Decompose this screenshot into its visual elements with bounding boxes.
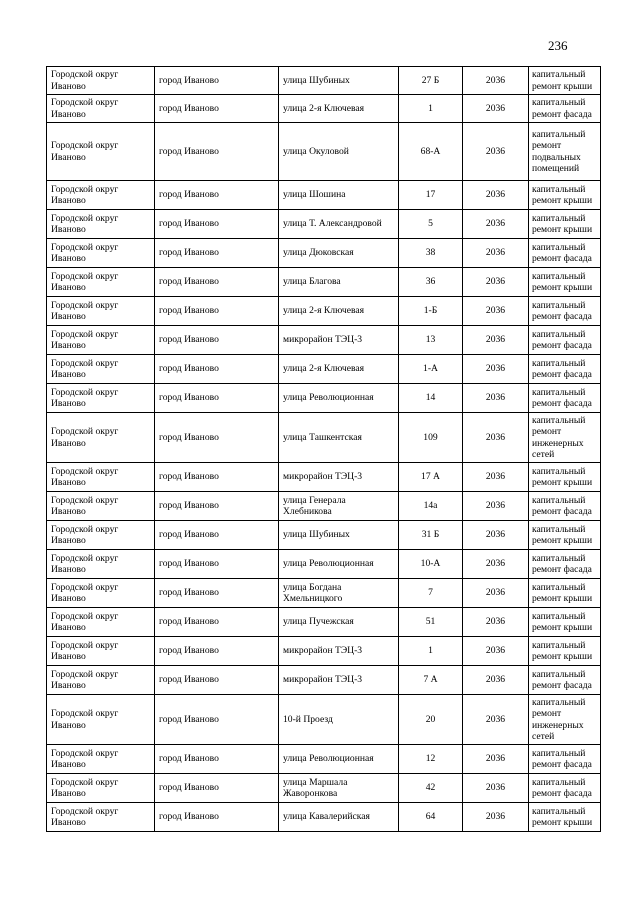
- table-row: [47, 181, 601, 210]
- street-cell: улица Окуловой: [279, 123, 399, 181]
- street-cell: 10-й Проезд: [279, 695, 399, 745]
- street-cell: микрорайон ТЭЦ-3: [279, 637, 399, 666]
- street-cell: микрорайон ТЭЦ-3: [279, 463, 399, 492]
- district-cell: Городской округ Иваново: [47, 181, 155, 210]
- work-type-cell: капитальный ремонт крыши: [529, 181, 601, 210]
- district-cell: Городской округ Иваново: [47, 413, 155, 463]
- city-cell: город Иваново: [155, 803, 279, 832]
- street-cell: улица Революционная: [279, 550, 399, 579]
- house-number-cell: 1-А: [399, 355, 463, 384]
- street-cell: улица Кавалерийская: [279, 803, 399, 832]
- house-number-cell: 1: [399, 637, 463, 666]
- district-cell: Городской округ Иваново: [47, 297, 155, 326]
- table-row: [47, 297, 601, 326]
- year-cell: 2036: [463, 326, 529, 355]
- page-number: 236: [548, 38, 568, 53]
- table-body: [47, 67, 601, 832]
- house-number-cell: 109: [399, 413, 463, 463]
- city-cell: город Иваново: [155, 123, 279, 181]
- house-number-cell: 38: [399, 239, 463, 268]
- work-type-cell: капитальный ремонт фасада: [529, 492, 601, 521]
- street-cell: улица Дюковская: [279, 239, 399, 268]
- work-type-cell: капитальный ремонт фасада: [529, 95, 601, 123]
- year-cell: 2036: [463, 745, 529, 774]
- street-cell: улица Революционная: [279, 745, 399, 774]
- work-type-cell: капитальный ремонт фасада: [529, 355, 601, 384]
- city-cell: город Иваново: [155, 521, 279, 550]
- street-cell: улица Благова: [279, 268, 399, 297]
- work-type-cell: капитальный ремонт фасада: [529, 239, 601, 268]
- house-number-cell: 7 А: [399, 666, 463, 695]
- work-type-cell: капитальный ремонт фасада: [529, 774, 601, 803]
- year-cell: 2036: [463, 695, 529, 745]
- year-cell: 2036: [463, 384, 529, 413]
- district-cell: Городской округ Иваново: [47, 666, 155, 695]
- city-cell: город Иваново: [155, 297, 279, 326]
- table-row: [47, 384, 601, 413]
- table-row: [47, 637, 601, 666]
- work-type-cell: капитальный ремонт крыши: [529, 463, 601, 492]
- street-cell: улица 2-я Ключевая: [279, 355, 399, 384]
- district-cell: Городской округ Иваново: [47, 492, 155, 521]
- work-type-cell: капитальный ремонт подвальных помещений: [529, 123, 601, 181]
- house-number-cell: 10-А: [399, 550, 463, 579]
- work-type-cell: капитальный ремонт фасада: [529, 326, 601, 355]
- city-cell: город Иваново: [155, 239, 279, 268]
- street-cell: улица 2-я Ключевая: [279, 95, 399, 123]
- street-cell: улица Шубиных: [279, 67, 399, 95]
- district-cell: Городской округ Иваново: [47, 774, 155, 803]
- street-cell: улица Богдана Хмельницкого: [279, 579, 399, 608]
- table-row: [47, 268, 601, 297]
- city-cell: город Иваново: [155, 181, 279, 210]
- work-type-cell: капитальный ремонт крыши: [529, 268, 601, 297]
- work-type-cell: капитальный ремонт фасада: [529, 297, 601, 326]
- work-type-cell: капитальный ремонт крыши: [529, 67, 601, 95]
- table-row: [47, 123, 601, 181]
- year-cell: 2036: [463, 637, 529, 666]
- work-type-cell: капитальный ремонт крыши: [529, 579, 601, 608]
- city-cell: город Иваново: [155, 355, 279, 384]
- city-cell: город Иваново: [155, 637, 279, 666]
- year-cell: 2036: [463, 492, 529, 521]
- district-cell: Городской округ Иваново: [47, 550, 155, 579]
- city-cell: город Иваново: [155, 67, 279, 95]
- district-cell: Городской округ Иваново: [47, 95, 155, 123]
- year-cell: 2036: [463, 550, 529, 579]
- year-cell: 2036: [463, 803, 529, 832]
- work-type-cell: капитальный ремонт крыши: [529, 637, 601, 666]
- house-number-cell: 36: [399, 268, 463, 297]
- district-cell: Городской округ Иваново: [47, 268, 155, 297]
- work-type-cell: капитальный ремонт инженерных сетей: [529, 695, 601, 745]
- house-number-cell: 27 Б: [399, 67, 463, 95]
- street-cell: улица Революционная: [279, 384, 399, 413]
- work-type-cell: капитальный ремонт фасада: [529, 666, 601, 695]
- street-cell: улица Пучежская: [279, 608, 399, 637]
- table-row: [47, 326, 601, 355]
- year-cell: 2036: [463, 181, 529, 210]
- work-type-cell: капитальный ремонт фасада: [529, 745, 601, 774]
- table-row: [47, 550, 601, 579]
- house-number-cell: 1: [399, 95, 463, 123]
- house-number-cell: 31 Б: [399, 521, 463, 550]
- street-cell: улица Генерала Хлебникова: [279, 492, 399, 521]
- table-row: [47, 666, 601, 695]
- table-row: [47, 579, 601, 608]
- street-cell: улица Т. Александровой: [279, 210, 399, 239]
- year-cell: 2036: [463, 95, 529, 123]
- city-cell: город Иваново: [155, 695, 279, 745]
- city-cell: город Иваново: [155, 463, 279, 492]
- street-cell: улица Шубиных: [279, 521, 399, 550]
- year-cell: 2036: [463, 608, 529, 637]
- year-cell: 2036: [463, 268, 529, 297]
- address-program-table: [46, 66, 601, 832]
- table-row: [47, 413, 601, 463]
- year-cell: 2036: [463, 413, 529, 463]
- house-number-cell: 42: [399, 774, 463, 803]
- house-number-cell: 7: [399, 579, 463, 608]
- district-cell: Городской округ Иваново: [47, 67, 155, 95]
- year-cell: 2036: [463, 774, 529, 803]
- house-number-cell: 13: [399, 326, 463, 355]
- city-cell: город Иваново: [155, 268, 279, 297]
- city-cell: город Иваново: [155, 326, 279, 355]
- work-type-cell: капитальный ремонт крыши: [529, 521, 601, 550]
- city-cell: город Иваново: [155, 745, 279, 774]
- city-cell: город Иваново: [155, 413, 279, 463]
- table-row: [47, 521, 601, 550]
- district-cell: Городской округ Иваново: [47, 123, 155, 181]
- district-cell: Городской округ Иваново: [47, 463, 155, 492]
- year-cell: 2036: [463, 67, 529, 95]
- work-type-cell: капитальный ремонт фасада: [529, 550, 601, 579]
- district-cell: Городской округ Иваново: [47, 579, 155, 608]
- house-number-cell: 51: [399, 608, 463, 637]
- house-number-cell: 14а: [399, 492, 463, 521]
- district-cell: Городской округ Иваново: [47, 637, 155, 666]
- work-type-cell: капитальный ремонт инженерных сетей: [529, 413, 601, 463]
- table-row: [47, 355, 601, 384]
- table-row: [47, 95, 601, 123]
- street-cell: микрорайон ТЭЦ-3: [279, 326, 399, 355]
- district-cell: Городской округ Иваново: [47, 695, 155, 745]
- district-cell: Городской округ Иваново: [47, 745, 155, 774]
- table-row: [47, 774, 601, 803]
- table-row: [47, 67, 601, 95]
- district-cell: Городской округ Иваново: [47, 355, 155, 384]
- street-cell: улица Шошина: [279, 181, 399, 210]
- year-cell: 2036: [463, 210, 529, 239]
- house-number-cell: 1-Б: [399, 297, 463, 326]
- year-cell: 2036: [463, 521, 529, 550]
- district-cell: Городской округ Иваново: [47, 210, 155, 239]
- year-cell: 2036: [463, 123, 529, 181]
- house-number-cell: 68-А: [399, 123, 463, 181]
- year-cell: 2036: [463, 463, 529, 492]
- city-cell: город Иваново: [155, 666, 279, 695]
- table-row: [47, 463, 601, 492]
- district-cell: Городской округ Иваново: [47, 608, 155, 637]
- district-cell: Городской округ Иваново: [47, 384, 155, 413]
- city-cell: город Иваново: [155, 492, 279, 521]
- city-cell: город Иваново: [155, 384, 279, 413]
- district-cell: Городской округ Иваново: [47, 521, 155, 550]
- work-type-cell: капитальный ремонт крыши: [529, 210, 601, 239]
- city-cell: город Иваново: [155, 774, 279, 803]
- work-type-cell: капитальный ремонт фасада: [529, 384, 601, 413]
- work-type-cell: капитальный ремонт крыши: [529, 608, 601, 637]
- house-number-cell: 64: [399, 803, 463, 832]
- city-cell: город Иваново: [155, 95, 279, 123]
- year-cell: 2036: [463, 297, 529, 326]
- city-cell: город Иваново: [155, 210, 279, 239]
- table-row: [47, 492, 601, 521]
- table-row: [47, 239, 601, 268]
- city-cell: город Иваново: [155, 550, 279, 579]
- year-cell: 2036: [463, 666, 529, 695]
- house-number-cell: 20: [399, 695, 463, 745]
- table-row: [47, 803, 601, 832]
- street-cell: улица Ташкентская: [279, 413, 399, 463]
- house-number-cell: 17 А: [399, 463, 463, 492]
- work-type-cell: капитальный ремонт крыши: [529, 803, 601, 832]
- street-cell: улица Маршала Жаворонкова: [279, 774, 399, 803]
- house-number-cell: 12: [399, 745, 463, 774]
- city-cell: город Иваново: [155, 579, 279, 608]
- district-cell: Городской округ Иваново: [47, 239, 155, 268]
- table-row: [47, 210, 601, 239]
- district-cell: Городской округ Иваново: [47, 803, 155, 832]
- city-cell: город Иваново: [155, 608, 279, 637]
- street-cell: улица 2-я Ключевая: [279, 297, 399, 326]
- district-cell: Городской округ Иваново: [47, 326, 155, 355]
- year-cell: 2036: [463, 579, 529, 608]
- house-number-cell: 5: [399, 210, 463, 239]
- house-number-cell: 17: [399, 181, 463, 210]
- house-number-cell: 14: [399, 384, 463, 413]
- table-row: [47, 745, 601, 774]
- year-cell: 2036: [463, 355, 529, 384]
- street-cell: микрорайон ТЭЦ-3: [279, 666, 399, 695]
- year-cell: 2036: [463, 239, 529, 268]
- table-row: [47, 695, 601, 745]
- table-row: [47, 608, 601, 637]
